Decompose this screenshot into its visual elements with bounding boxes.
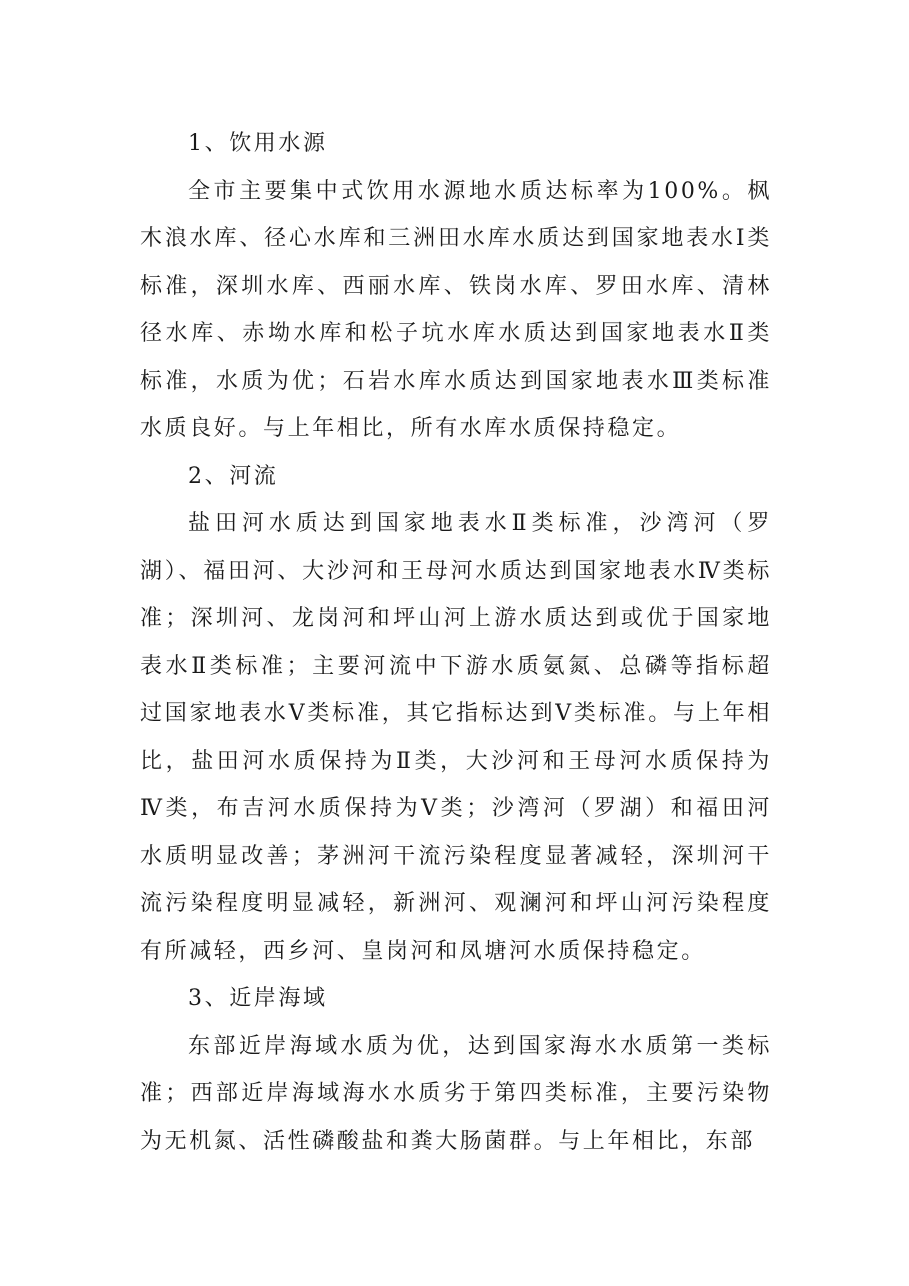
section-heading-drinking-water: 1、饮用水源 [188, 131, 328, 156]
section-paragraph-coastal-waters: 东部近岸海域水质为优，达到国家海水水质第一类标准；西部近岸海域海水水质劣于第四类标准，主要污染物为无机氮、活性磷酸盐和粪大肠菌群。与上年相比，东部 [140, 1033, 772, 1154]
document-body [140, 120, 772, 1165]
section-heading-rivers: 2、河流 [188, 463, 279, 489]
section-paragraph-drinking-water: 全市主要集中式饮用水源地水质达标率为100%。枫木浪水库、径心水库和三洲田水库水质达到国家地表水Ⅰ类标准，深圳水库、西丽水库、铁岗水库、罗田水库、清林径水库、赤坳水库和松子坑水库水质达到国家地表水Ⅱ类标准，水质为优；石岩水库水质达到国家地表水Ⅲ类标准水质良好。与上年相比，所有水库水质保持稳定。 [140, 178, 772, 441]
section-heading-coastal-waters: 3、近岸海域 [188, 986, 328, 1011]
section-paragraph-rivers: 盐田河水质达到国家地表水Ⅱ类标准，沙湾河（罗湖）、福田河、大沙河和王母河水质达到国家地表水Ⅳ类标准；深圳河、龙岗河和坪山河上游水质达到或优于国家地表水Ⅱ类标准；主要河流中下游水质氨氮、总磷等指标超过国家地表水Ⅴ类标准，其它指标达到Ⅴ类标准。与上年相比，盐田河水质保持为Ⅱ类，大沙河和王母河水质保持为Ⅳ类，布吉河水质保持为Ⅴ类；沙湾河（罗湖）和福田河水质明显改善；茅洲河干流污染程度显著减轻，深圳河干流污染程度明显减轻，新洲河、观澜河和坪山河污染程度有所减轻，西乡河、皇岗河和凤塘河水质保持稳定。 [140, 511, 772, 964]
